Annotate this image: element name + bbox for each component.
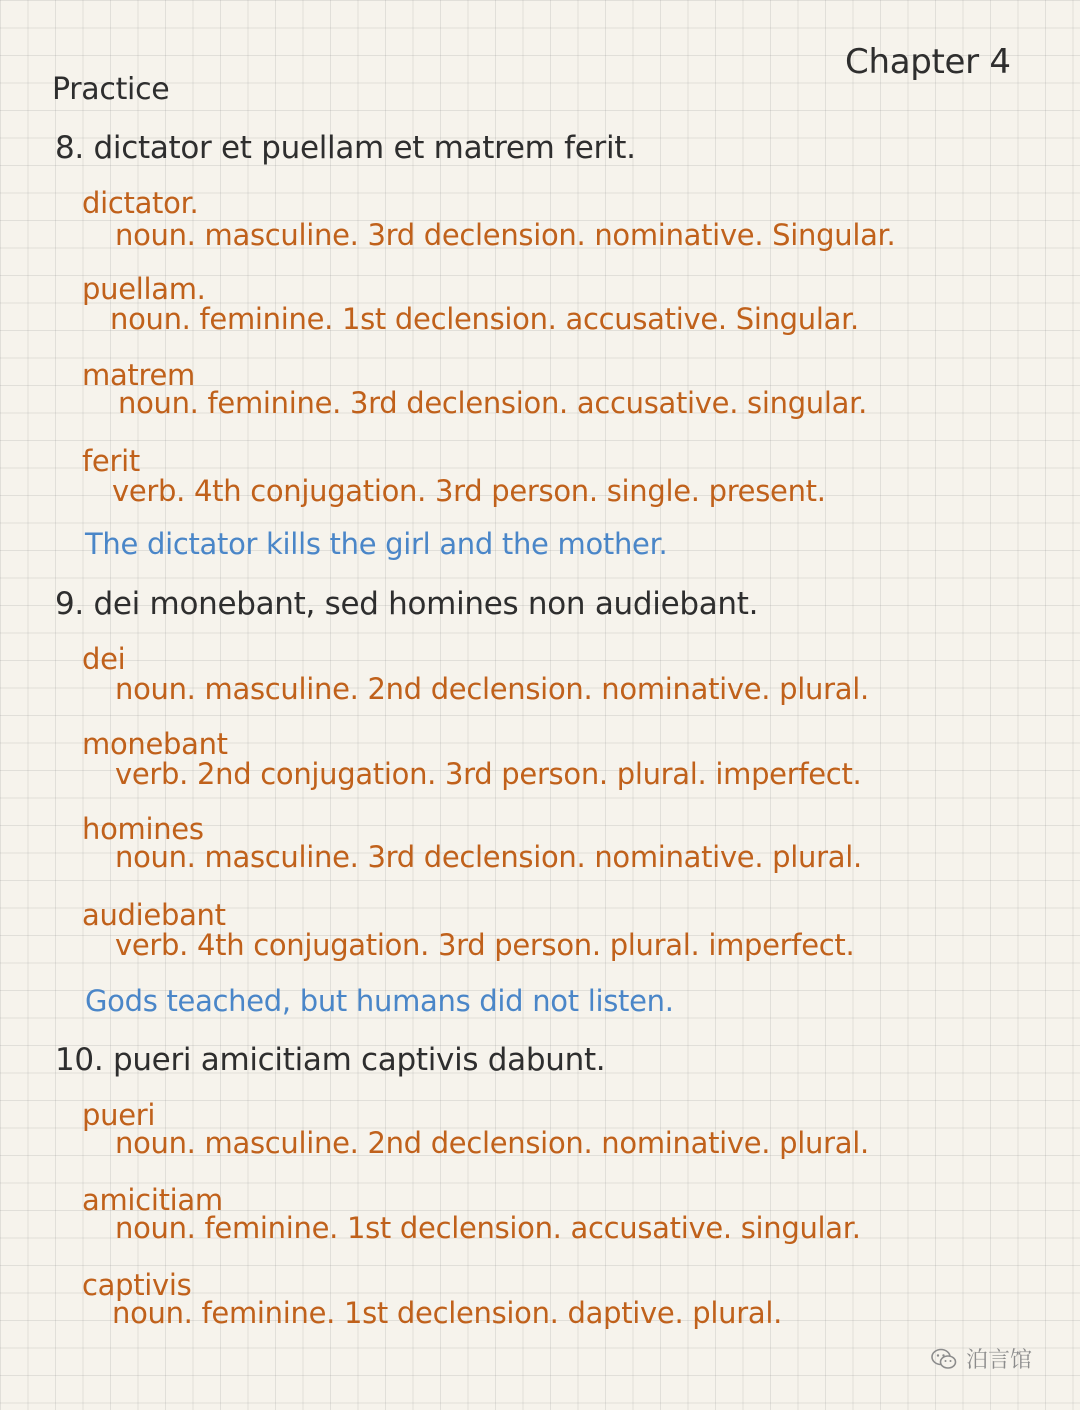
vocab-gloss: noun. masculine. 3rd declension. nominative. Singular.	[115, 218, 896, 252]
vocab-gloss: noun. masculine. 2nd declension. nominative. plural.	[115, 1126, 869, 1160]
exercise-sentence: 10. pueri amicitiam captivis dabunt.	[55, 1042, 606, 1078]
vocab-word: dictator.	[82, 186, 199, 220]
vocab-word: ferit	[82, 444, 140, 478]
vocab-gloss: verb. 4th conjugation. 3rd person. single. present.	[112, 474, 826, 508]
vocab-gloss: noun. masculine. 3rd declension. nominative. plural.	[115, 840, 862, 874]
vocab-word: dei	[82, 642, 126, 676]
vocab-word: puellam.	[82, 272, 206, 306]
vocab-gloss: noun. feminine. 3rd declension. accusative. singular.	[118, 386, 867, 420]
vocab-word: captivis	[82, 1268, 192, 1302]
vocab-word: homines	[82, 812, 204, 846]
vocab-word: pueri	[82, 1098, 156, 1132]
vocab-gloss: noun. feminine. 1st declension. daptive. plural.	[112, 1296, 782, 1330]
vocab-gloss: noun. masculine. 2nd declension. nominative. plural.	[115, 672, 869, 706]
vocab-word: monebant	[82, 727, 228, 761]
translation: The dictator kills the girl and the mother.	[85, 527, 668, 561]
chapter-title: Chapter 4	[845, 42, 1011, 82]
wechat-icon	[930, 1345, 958, 1373]
exercise-sentence: 8. dictator et puellam et matrem ferit.	[55, 130, 636, 166]
vocab-word: audiebant	[82, 898, 226, 932]
watermark-text: 泊言馆	[966, 1348, 1033, 1373]
exercise-sentence: 9. dei monebant, sed homines non audiebant.	[55, 586, 759, 622]
vocab-word: amicitiam	[82, 1183, 223, 1217]
vocab-gloss: noun. feminine. 1st declension. accusative. Singular.	[110, 302, 859, 336]
vocab-gloss: verb. 2nd conjugation. 3rd person. plural. imperfect.	[115, 757, 862, 791]
vocab-gloss: noun. feminine. 1st declension. accusative. singular.	[115, 1211, 861, 1245]
translation: Gods teached, but humans did not listen.	[85, 984, 674, 1018]
section-title: Practice	[52, 72, 170, 107]
vocab-gloss: verb. 4th conjugation. 3rd person. plural. imperfect.	[115, 928, 855, 962]
watermark	[930, 1343, 1032, 1374]
vocab-word: matrem	[82, 358, 195, 392]
